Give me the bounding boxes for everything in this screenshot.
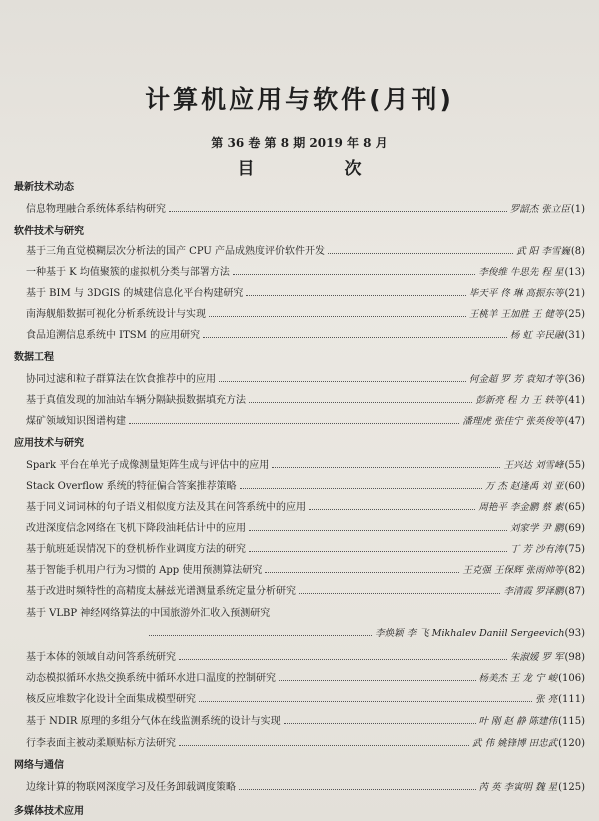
entry-title: 基于航班延误情况下的登机桥作业调度方法的研究 [26,544,246,555]
entry-page: (25) [564,309,585,320]
entry-authors: 万 杰 赵逢禹 刘 亚 [484,481,564,492]
entry-authors: 朱淑媛 罗 军 [509,652,564,663]
dot-leader [240,488,482,489]
entry-page: (31) [564,330,585,341]
entry-authors: 芮 英 李寅明 魏 星 [478,782,558,793]
entry-title: Spark 平台在单光子成像测量矩阵生成与评估中的应用 [26,460,270,471]
entry-authors: 叶 刚 赵 静 陈建伟 [478,716,558,727]
toc-entry [26,412,585,428]
dot-leader [249,402,472,403]
entry-authors: 王兴达 刘雪峰 [503,460,564,471]
entry-title: 信息物理融合系统体系结构研究 [26,204,166,215]
entry-page: (47) [564,416,585,427]
entry-page: (60) [564,481,585,492]
dot-leader [203,337,507,338]
entry-authors: 王桃羊 王加胜 王 健等 [468,309,564,320]
entry-page: (82) [564,565,585,576]
entry-page: (13) [564,267,585,278]
entry-title: 南海舰船数据可视化分析系统设计与实现 [26,309,206,320]
entry-title: 改进深度信念网络在飞机下降段油耗估计中的应用 [26,523,246,534]
entry-authors: 何金超 罗 芳 袁知才等 [468,374,564,385]
toc-entry [26,305,585,321]
toc-entry [26,648,585,664]
entry-authors: 潘理虎 张佳宁 张英俊等 [462,416,564,427]
entry-authors: 周艳平 李金鹏 蔡 素 [478,502,564,513]
toc-entry [26,690,585,706]
toc-entry [26,326,585,342]
toc-entry [26,669,585,685]
entry-authors: 杨 虹 辛民融 [509,330,564,341]
toc-entry [26,734,585,750]
entry-title: 基于改进时频特性的高精度太赫兹光谱测量系统定量分析研究 [26,586,296,597]
toc-entry [26,263,585,279]
entry-authors: 刘家学 尹 鹏 [509,523,564,534]
dot-leader [279,680,476,681]
entry-title: 煤矿领域知识图谱构建 [26,416,126,427]
entry-title: 基于本体的领域自动问答系统研究 [26,652,176,663]
dot-leader [309,509,475,510]
entry-page: (41) [564,395,585,406]
toc-entry [26,519,585,535]
dot-leader [209,316,466,317]
entry-title: 基于同义词词林的句子语义相似度方法及其在问答系统中的应用 [26,502,306,513]
dot-leader [169,211,507,212]
entry-page: (75) [564,544,585,555]
entry-page: (65) [564,502,585,513]
dot-leader [249,530,507,531]
toc-entry [26,477,585,493]
dot-leader [249,551,507,552]
toc-entry [26,391,585,407]
entry-title: 动态模拟循环水热交换系统中循环水进口温度的控制研究 [26,673,276,684]
toc-entry [26,540,585,556]
issue-line: 第 36 卷 第 8 期 2019 年 8 月 [211,136,388,150]
dot-leader [328,253,513,254]
toc-entry [26,498,585,514]
entry-page: (21) [564,288,585,299]
toc-entry [26,456,585,472]
toc-entry [26,242,585,258]
section-heading: 应用技术与研究 [14,438,84,449]
entry-page: (69) [564,523,585,534]
entry-authors: 武 伟 姚锋博 田忠武 [472,738,558,749]
dot-leader [179,745,469,746]
entry-title: 基于三角直觉模糊层次分析法的国产 CPU 产品成熟度评价软件开发 [26,246,325,257]
dot-leader [149,635,372,636]
dot-leader [239,789,476,790]
entry-authors: 王克强 王保辉 张雨帅等 [462,565,564,576]
entry-title: 一种基于 K 均值聚簇的虚拟机分类与部署方法 [26,267,230,278]
entry-authors: 罗韶杰 张立臣 [509,204,570,215]
entry-title: 协同过滤和粒子群算法在饮食推荐中的应用 [26,374,216,385]
entry-authors: 丁 芳 沙有涛 [509,544,564,555]
entry-title: 基于 NDIR 原理的多组分气体在线监测系统的设计与实现 [26,716,281,727]
section-heading: 最新技术动态 [14,182,74,193]
entry-page: (93) [564,628,585,639]
entry-page: (1) [570,204,585,215]
section-heading: 数据工程 [14,352,54,363]
entry-authors: 毕天平 佟 琳 高振东等 [468,288,564,299]
entry-authors: 武 阳 李雪巍 [516,246,570,257]
toc-entry-two-line [26,604,585,639]
entry-page: (55) [564,460,585,471]
toc-entry [26,284,585,300]
toc-entry [26,582,585,598]
dot-leader [272,467,500,468]
entry-page: (8) [570,246,585,257]
entry-authors: 彭新亮 程 力 王 轶等 [475,395,564,406]
entry-authors: 李俊维 牛思先 程 星 [478,267,564,278]
toc-entry [26,200,585,216]
entry-page: (115) [558,716,585,727]
journal-title: 计算机应用与软件(月刊) [145,85,454,114]
entry-page: (36) [564,374,585,385]
toc-entry [26,778,585,794]
entry-page: (87) [564,586,585,597]
entry-title: 基于真值发现的加油站车辆分隔缺损数据填充方法 [26,395,246,406]
section-heading: 网络与通信 [14,760,64,771]
entry-page: (98) [564,652,585,663]
dot-leader [265,572,459,573]
dot-leader [129,423,459,424]
entry-authors: 李清霞 罗泽鹏 [503,586,564,597]
toc-entry [26,370,585,386]
dot-leader [246,295,465,296]
entry-title: 基于智能手机用户行为习惯的 App 使用预测算法研究 [26,565,263,576]
toc-heading: 目 次 [237,159,404,179]
dot-leader [233,274,476,275]
entry-title: Stack Overflow 系统的特征偏合答案推荐策略 [26,481,237,492]
dot-leader [284,723,476,724]
entry-page: (111) [558,694,585,705]
entry-page: (120) [558,738,585,749]
dot-leader [199,701,532,702]
entry-title: 基于 VLBP 神经网络算法的中国旅游外汇收入预测研究 [26,608,271,619]
toc-entry [26,561,585,577]
dot-leader [219,381,466,382]
entry-authors: 杨美杰 王 龙 宁 峻 [478,673,558,684]
entry-title: 食品追溯信息系统中 ITSM 的应用研究 [26,330,201,341]
entry-title: 边缘计算的物联网深度学习及任务卸载调度策略 [26,782,236,793]
entry-authors: 李焕颖 李 飞 Mikhalev Daniil Sergeevich [375,628,565,639]
entry-title: 基于 BIM 与 3DGIS 的城建信息化平台构建研究 [26,288,244,299]
entry-title: 核反应堆数字化设计全面集成模型研究 [26,694,196,705]
dot-leader [299,593,500,594]
entry-title: 行李表面主被动柔顺贴标方法研究 [26,738,176,749]
section-heading: 软件技术与研究 [14,226,84,237]
dot-leader [179,659,507,660]
entry-page: (125) [558,782,585,793]
toc-entry [26,712,585,728]
section-heading: 多媒体技术应用 [14,806,84,817]
entry-page: (106) [558,673,585,684]
entry-authors: 张 亮 [535,694,558,705]
